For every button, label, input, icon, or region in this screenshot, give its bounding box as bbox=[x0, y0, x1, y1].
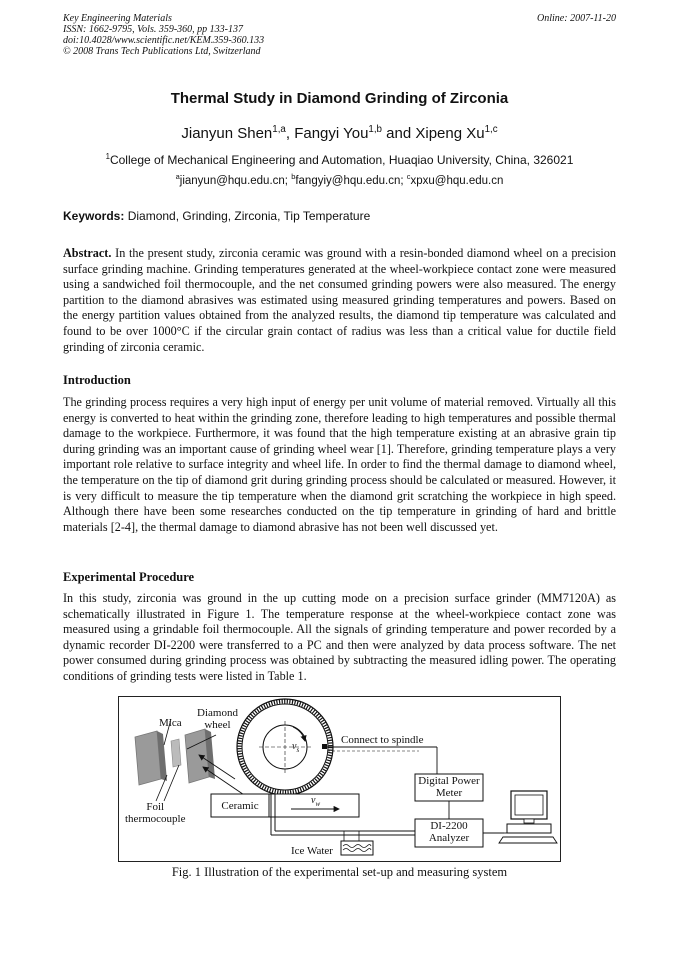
affiliation-superscript: 1 bbox=[105, 152, 110, 161]
analyzer-label-line: DI-2200 bbox=[430, 820, 468, 832]
experimental-paragraph: In this study, zirconia was ground in the up cutting mode on a precision surface grinder (MM7120A) as schematically illustrated in Figure 1. The temperature response at the wheel-workpiece contact zone was measured using a grindable foil thermocouple. All the signals of grinding temperature and power recorded by a dynamic recorder DI-2200 were transferred to a PC and then were analyzed by data process software. The net power consumed during grinding process was obtained by subtracting the measured idling power. The operating conditions of grinding tests were listed in Table 1. bbox=[63, 591, 616, 683]
foil-thermocouple-label bbox=[125, 801, 185, 825]
affiliation-text: College of Mechanical Engineering and Automation, Huaqiao University, China, 326021 bbox=[109, 153, 574, 167]
computer-icon bbox=[499, 791, 557, 843]
affiliation bbox=[63, 153, 616, 167]
diamond-wheel bbox=[237, 699, 333, 795]
mica-label: Mica bbox=[159, 717, 182, 729]
wheel-speed-symbol: v bbox=[292, 741, 297, 752]
wheel-speed-label bbox=[292, 741, 299, 756]
keywords-text: Diamond, Grinding, Zirconia, Tip Temperature bbox=[124, 209, 371, 223]
section-heading-experimental: Experimental Procedure bbox=[63, 570, 195, 584]
author-superscript: 1,c bbox=[484, 124, 498, 135]
author-name: Fangyi You bbox=[294, 125, 369, 142]
abstract-text: In the present study, zirconia ceramic was ground with a resin-bonded diamond wheel on a precision surface grinding machine. Grinding temperatures generated at the wheel-workpiece contact zone were measured using a sandwiched foil thermocouple, and the net consumed grinding powers were also measured. The energy partition to the diamond abrasives was estimated using measured grinding temperatures and powers. Based on the energy partition values obtained from the analyzed results, the diamond tip temperature was calculated and found to be over 1000°C if the circular grain contact of radius was less than a critical value for ductile field grinding of zirconia ceramic. bbox=[63, 246, 616, 354]
email-superscript: a bbox=[175, 172, 180, 182]
diamond-wheel-label-line: Diamond bbox=[197, 707, 238, 719]
author-superscript: 1,a bbox=[272, 124, 286, 135]
wheel-speed-subscript: s bbox=[296, 746, 300, 754]
paper-title: Thermal Study in Diamond Grinding of Zirconia bbox=[170, 90, 509, 107]
thermocouple-sandwich-illustration bbox=[135, 719, 216, 801]
foil-thermocouple-label-line: Foil bbox=[146, 801, 165, 813]
ice-water-bath bbox=[341, 841, 373, 855]
author-separator: and bbox=[381, 125, 416, 142]
digital-power-meter-label-line: Digital Power bbox=[418, 775, 480, 787]
workpiece-speed-symbol: v bbox=[311, 795, 316, 806]
author-separator: , bbox=[285, 125, 295, 142]
setup-diagram bbox=[119, 697, 562, 863]
digital-power-meter-label bbox=[415, 775, 483, 799]
workpiece-speed-subscript: w bbox=[315, 800, 321, 808]
connect-to-spindle-label: Connect to spindle bbox=[341, 734, 424, 746]
digital-power-meter-label-line: Meter bbox=[435, 787, 463, 799]
diamond-wheel-label bbox=[197, 707, 238, 731]
introduction-paragraph: The grinding process requires a very high input of energy per unit volume of material removed. Virtually all this energy is converted to heat within the grinding zone, therefore leading to high temperatures and possible thermal damage to the workpiece. Furthermore, it was found that the high temperature existing at an abrasive grain tip during grinding was an important cause of grinding wheel wear [1]. Therefore, grinding temperature plays a very important role relative to surface integrity and wheel life. In order to find the thermal damage to diamond wheel, the temperature on the tip of diamond grit during grinding process should be calculated or measured. However, it is very difficult to measure the tip temperature when the diamond grit scratching the workpiece in high speed. Although there have been some researches conducted on the tip temperature in grinding of hard and brittle materials [2-4], the thermal damage to diamond abrasive has not been well discussed yet. bbox=[63, 395, 616, 534]
online-date: Online: 2007-11-20 bbox=[537, 13, 616, 24]
spindle-connection bbox=[322, 744, 437, 774]
email-superscript: b bbox=[291, 172, 296, 182]
figure-experimental-setup bbox=[118, 696, 561, 862]
journal-doi: doi:10.4028/www.scientific.net/KEM.359-360.133 bbox=[63, 35, 265, 46]
email-list bbox=[63, 172, 616, 187]
journal-issn: ISSN: 1662-9795, Vols. 359-360, pp 133-137 bbox=[63, 24, 243, 35]
email-superscript: c bbox=[406, 172, 411, 182]
diamond-wheel-label-line: wheel bbox=[204, 719, 231, 731]
section-heading-introduction: Introduction bbox=[63, 373, 131, 387]
ice-water-label: Ice Water bbox=[291, 845, 333, 857]
workpiece-speed-label bbox=[311, 795, 320, 810]
author-name: Jianyun Shen bbox=[181, 125, 273, 142]
journal-copyright: © 2008 Trans Tech Publications Ltd, Switzerland bbox=[63, 46, 261, 57]
journal-name: Key Engineering Materials bbox=[63, 13, 172, 24]
ceramic-label: Ceramic bbox=[221, 800, 259, 812]
journal-header bbox=[63, 13, 616, 57]
foil-thermocouple-label-line: thermocouple bbox=[125, 813, 186, 825]
abstract-label: Abstract. bbox=[63, 246, 112, 260]
figure-caption: Fig. 1 Illustration of the experimental set-up and measuring system bbox=[171, 865, 508, 879]
author-list bbox=[63, 125, 616, 142]
analyzer-label-line: Analyzer bbox=[428, 832, 470, 844]
keywords-label: Keywords: bbox=[63, 209, 125, 223]
keywords bbox=[63, 209, 616, 223]
email-link[interactable]: xpxu@hqu.edu.cn bbox=[410, 175, 504, 187]
author-superscript: 1,b bbox=[368, 124, 382, 135]
email-link[interactable]: fangyiy@hqu.edu.cn; bbox=[295, 175, 407, 187]
abstract-paragraph bbox=[63, 246, 616, 355]
email-link[interactable]: jianyun@hqu.edu.cn; bbox=[179, 175, 292, 187]
author-name: Xipeng Xu bbox=[415, 125, 485, 142]
analyzer-label bbox=[415, 820, 483, 844]
